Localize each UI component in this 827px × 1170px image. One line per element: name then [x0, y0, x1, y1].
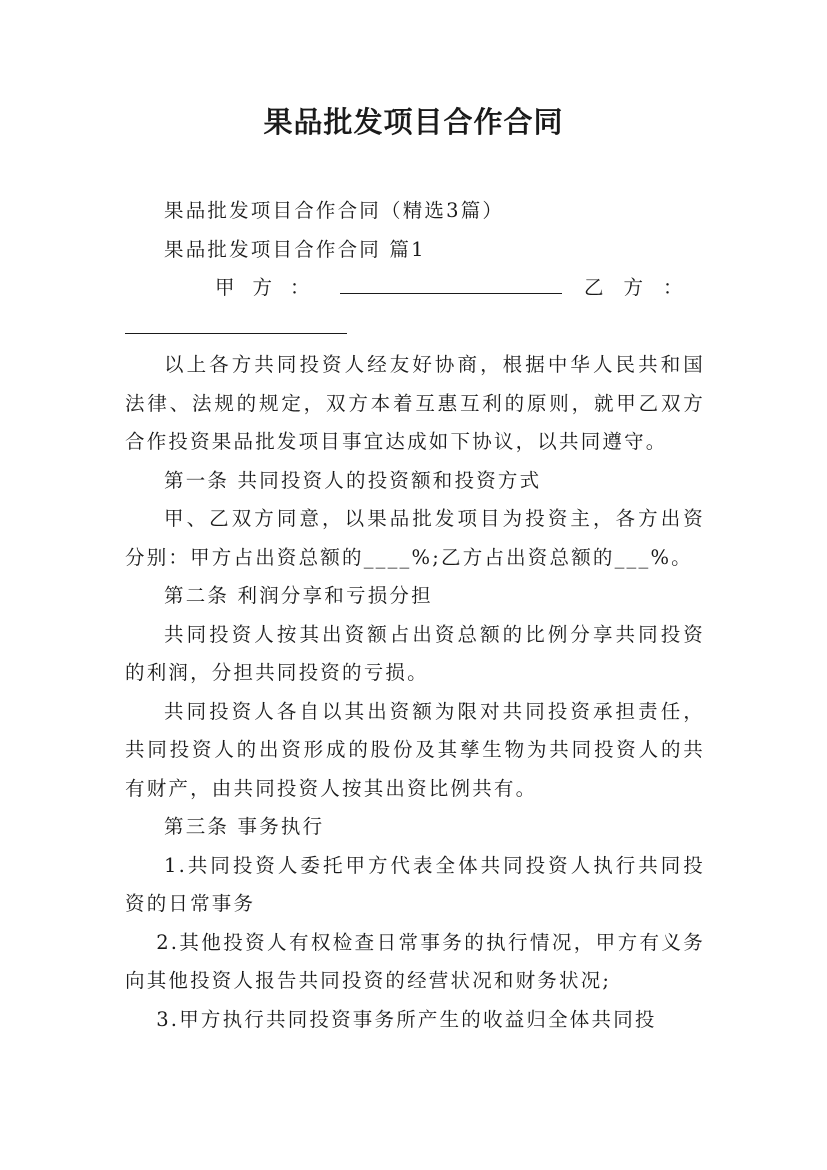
party-a-label: 甲方： [215, 276, 328, 299]
intro-paragraph: 以上各方共同投资人经友好协商，根据中华人民共和国法律、法规的规定，双方本着互惠互利的原则，就甲乙双方合作投资果品批发项目事宜达成如下协议，以共同遵守。 [125, 353, 705, 453]
clause3-title: 第三条 事务执行 [164, 815, 325, 838]
clause3-item2: 2.其他投资人有权检查日常事务的执行情况，甲方有义务向其他投资人报告共同投资的经营状况和财务状况; [125, 930, 705, 992]
party-a-blank [340, 269, 562, 294]
document-title: 果品批发项目合作合同 [263, 105, 564, 139]
clause3-item3: 3.甲方执行共同投资事务所产生的收益归全体共同投 [156, 1007, 657, 1031]
clause1-title: 第一条 共同投资人的投资额和投资方式 [164, 468, 542, 492]
clause3-item1: 1.共同投资人委托甲方代表全体共同投资人执行共同投资的日常事务 [125, 853, 705, 915]
parties-line [125, 269, 705, 308]
clause2-body2: 共同投资人各自以其出资额为限对共同投资承担责任，共同投资人的出资形成的股份及其孳生物为共同投资人的共有财产，由共同投资人按其出资比例共有。 [125, 699, 705, 800]
clause2-body1: 共同投资人按其出资额占出资总额的比例分享共同投资的利润，分担共同投资的亏损。 [125, 622, 705, 684]
party-b-blank [125, 309, 347, 334]
subtitle: 果品批发项目合作合同（精选3篇） [164, 199, 505, 222]
document-body [125, 192, 705, 1039]
party-b-label: 乙方： [584, 276, 703, 299]
clause2-title: 第二条 利润分享和亏损分担 [164, 584, 433, 607]
clause1-body: 甲、乙双方同意，以果品批发项目为投资主，各方出资分别：甲方占出资总额的____%;乙方占出资总额的___%。 [125, 507, 705, 569]
party-b-blank-line [125, 308, 705, 347]
article-heading: 果品批发项目合作合同 篇1 [164, 237, 426, 261]
